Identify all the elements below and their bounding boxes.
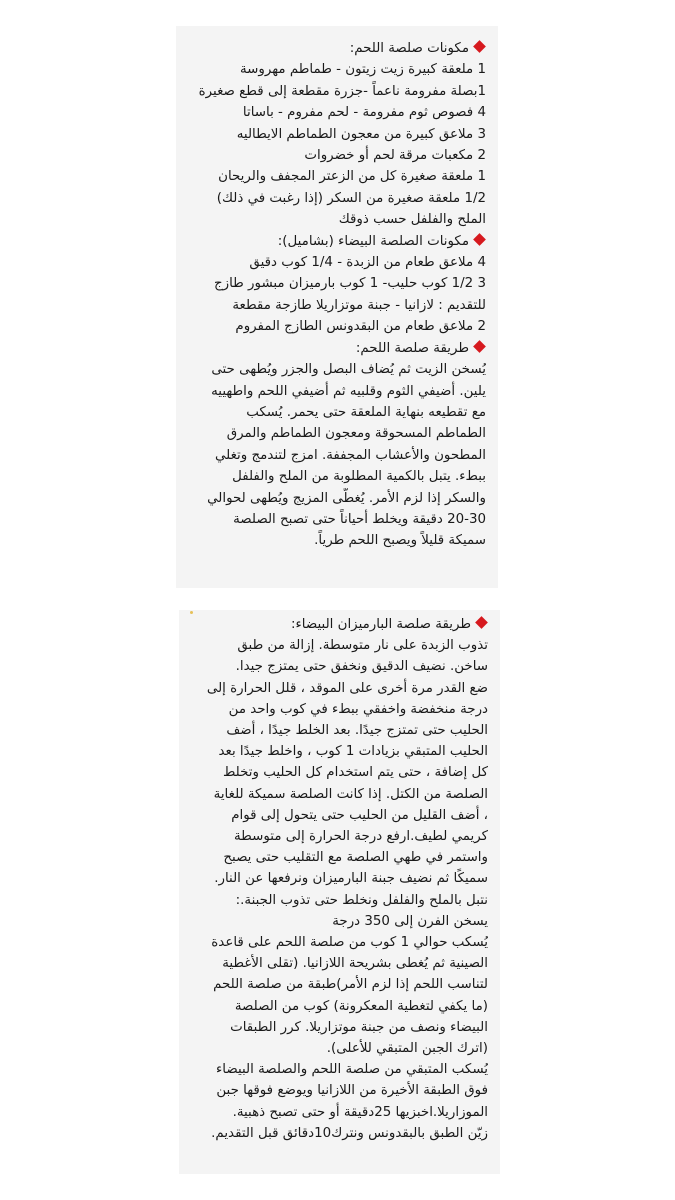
text-line-content: 1 ملعقة كبيرة زيت زيتون - طماطم مهروسة [239, 62, 486, 78]
text-line-content: 4 فصوص ثوم مفرومة - لحم مفروم - باساتا [242, 105, 486, 121]
text-line-content: والسكر إذا لزم الأمر. يُغطّى المزيج ويُطهى لحوالي [207, 490, 486, 506]
section-heading-text: طريقة صلصة اللحم: [355, 340, 469, 356]
section-heading-text: مكونات صلصة اللحم: [349, 41, 469, 56]
text-line-content: ضع القدر مرة أخرى على الموقد ، قلل الحرارة إلى [206, 680, 488, 696]
text-line-content: المطحون والأعشاب المجففة. امزج لتندمج وتغلي [215, 447, 486, 463]
text-line [186, 509, 486, 530]
text-line-content: يلين. أضيفي الثوم وقلبيه ثم أضيفي اللحم واطهييه [211, 383, 486, 399]
text-line-content: الحليب حتى تمتزج جيدًا. بعد الخلط جيدًا ، أضف [226, 723, 488, 739]
text-line [189, 1102, 488, 1123]
recipe-note-card-2 [179, 610, 500, 1174]
text-line [186, 166, 486, 187]
recipe-note-card-1 [176, 26, 498, 588]
text-line-content: 20-30 دقيقة ويخلط أحياناً حتى تصبح الصلصة [233, 511, 486, 527]
note-dot-icon [190, 611, 193, 614]
text-line [186, 273, 486, 294]
text-line-content: سميكة قليلاً ويصبح اللحم طرياً. [314, 533, 486, 549]
text-line-content: يُسخن الزيت ثم يُضاف البصل والجزر ويُطهى حتى [211, 362, 486, 378]
text-line [186, 295, 486, 316]
text-line [186, 188, 486, 209]
section-heading [189, 614, 488, 635]
text-line-content: للتقديم : لازانيا - جبنة موتزاريلا طازجة مقطعة [232, 297, 486, 313]
text-line-content: يُسكب المتبقي من صلصة اللحم والصلصة البيضاء [215, 1062, 488, 1078]
text-line-content: ساخن. نضيف الدقيق ونخفق حتى يمتزج جيدا. [235, 659, 488, 675]
text-line [189, 1038, 488, 1059]
text-line-content: 4 ملاعق طعام من الزبدة - 1/4 كوب دقيق [249, 255, 486, 271]
text-line [189, 784, 488, 805]
text-line [186, 145, 486, 166]
text-line-content: 2 مكعبات مرقة لحم أو خضروات [304, 148, 486, 164]
text-line [186, 59, 486, 80]
text-line-content: مع تقطيعه بنهاية الملعقة حتى يحمر. يُسكب [246, 404, 486, 420]
text-line-content: (اترك الجبن المتبقي للأعلى). [326, 1041, 488, 1057]
text-line-content: البيضاء ونصف من جبنة موتزاريلا. كرر الطبقات [230, 1019, 488, 1035]
text-line-content: 3 1/2 كوب حليب- 1 كوب بارميزان مبشور طازج [213, 276, 486, 292]
section-heading [186, 231, 486, 252]
text-line-content: كل إضافة ، حتى يتم استخدام كل الحليب وتخلط [222, 765, 488, 781]
text-line [189, 1123, 488, 1144]
text-line [186, 252, 486, 273]
text-line [186, 209, 486, 230]
text-line [186, 530, 486, 551]
red-diamond-icon [475, 616, 488, 629]
text-line-content: الصينية ثم يُغطى بشريحة اللازانيا. (تقلى الأغطية [222, 956, 488, 972]
text-line [186, 466, 486, 487]
text-line [186, 402, 486, 423]
text-line [189, 656, 488, 677]
text-line-content: 1 ملعقة صغيرة كل من الزعتر المجفف والريحان [218, 169, 486, 185]
text-line [186, 423, 486, 444]
text-line [189, 996, 488, 1017]
text-line [186, 316, 486, 337]
text-line [189, 890, 488, 911]
text-line [189, 868, 488, 889]
text-line-content: 1/2 ملعقة صغيرة من السكر (إذا رغبت في ذلك) [216, 190, 486, 206]
text-line [186, 488, 486, 509]
text-line [186, 359, 486, 380]
text-line [186, 381, 486, 402]
text-line [189, 1080, 488, 1101]
text-line-content: 3 ملاعق كبيرة من معجون الطماطم الايطاليه [236, 126, 486, 142]
text-line [189, 932, 488, 953]
text-line [189, 720, 488, 741]
text-line-content: درجة منخفضة واخفقي ببطء في كوب واحد من [228, 701, 488, 717]
text-line [189, 911, 488, 932]
section-heading [186, 38, 486, 59]
section-heading [186, 338, 486, 359]
red-diamond-icon [473, 233, 486, 246]
text-line-content: سميكًا ثم نضيف جبنة البارميزان ونرفعها عن النار. [214, 871, 488, 887]
section-heading-text: مكونات الصلصة البيضاء (بشاميل): [277, 233, 469, 249]
text-line-content: الصلصة من الكتل. إذا كانت الصلصة سميكة للغاية [213, 786, 488, 802]
text-line [189, 953, 488, 974]
text-line [189, 1059, 488, 1080]
text-line-content: لتناسب اللحم إذا لزم الأمر)طبقة من صلصة اللحم [213, 977, 488, 993]
text-line-content: نتبل بالملح والفلفل ونخلط حتى تذوب الجبنة.: [235, 892, 488, 908]
section-heading-text: طريقة صلصة البارميزان البيضاء: [290, 617, 471, 632]
text-line-content: واستمر في طهي الصلصة مع التقليب حتى يصبح [223, 850, 488, 866]
text-line-content: الموزاريلا.اخبزيها 25دقيقة أو حتى تصبح ذهبية. [232, 1104, 488, 1120]
text-line-content: ببطء. يتبل بالكمية المطلوبة من الملح والفلفل [232, 469, 486, 485]
text-line [189, 762, 488, 783]
text-line [189, 847, 488, 868]
red-diamond-icon [473, 40, 486, 53]
text-line-content: زيّن الطبق بالبقدونس ونترك10دقائق قبل التقديم. [211, 1125, 488, 1141]
text-line-content: كريمي لطيف.ارفع درجة الحرارة إلى متوسطة [233, 829, 488, 845]
text-line [189, 741, 488, 762]
text-line [189, 826, 488, 847]
text-line [189, 635, 488, 656]
text-line-content: الحليب المتبقي بزيادات 1 كوب ، واخلط جيدًا بعد [218, 744, 488, 760]
text-line [189, 699, 488, 720]
text-line [189, 805, 488, 826]
text-line-content: يُسكب حوالي 1 كوب من صلصة اللحم على قاعدة [211, 935, 488, 951]
text-line [189, 974, 488, 995]
text-line-content: فوق الطبقة الأخيرة من اللازانيا ويوضع فوقها جبن [216, 1083, 488, 1099]
text-line [186, 445, 486, 466]
text-line-content: الملح والفلفل حسب ذوقك [338, 212, 486, 228]
text-line-content: يسخن الفرن إلى 350 درجة [332, 913, 488, 929]
text-line [189, 678, 488, 699]
text-line-content: 2 ملاعق طعام من البقدونس الطازج المفروم [235, 319, 486, 335]
text-line [186, 124, 486, 145]
red-diamond-icon [473, 340, 486, 353]
text-line [186, 81, 486, 102]
text-line-content: (ما يكفي لتغطية المعكرونة) كوب من الصلصة [234, 998, 488, 1014]
text-line-content: تذوب الزبدة على نار متوسطة. إزالة من طبق [237, 638, 488, 654]
text-line [186, 102, 486, 123]
text-line-content: الطماطم المسحوقة ومعجون الطماطم والمرق [226, 426, 486, 442]
text-line [189, 1017, 488, 1038]
text-line-content: 1بصلة مفرومة ناعماً -جزرة مقطعة إلى قطع صغيرة [198, 83, 486, 99]
text-line-content: ، أضف القليل من الحليب حتى يتحول إلى قوام [231, 807, 488, 823]
